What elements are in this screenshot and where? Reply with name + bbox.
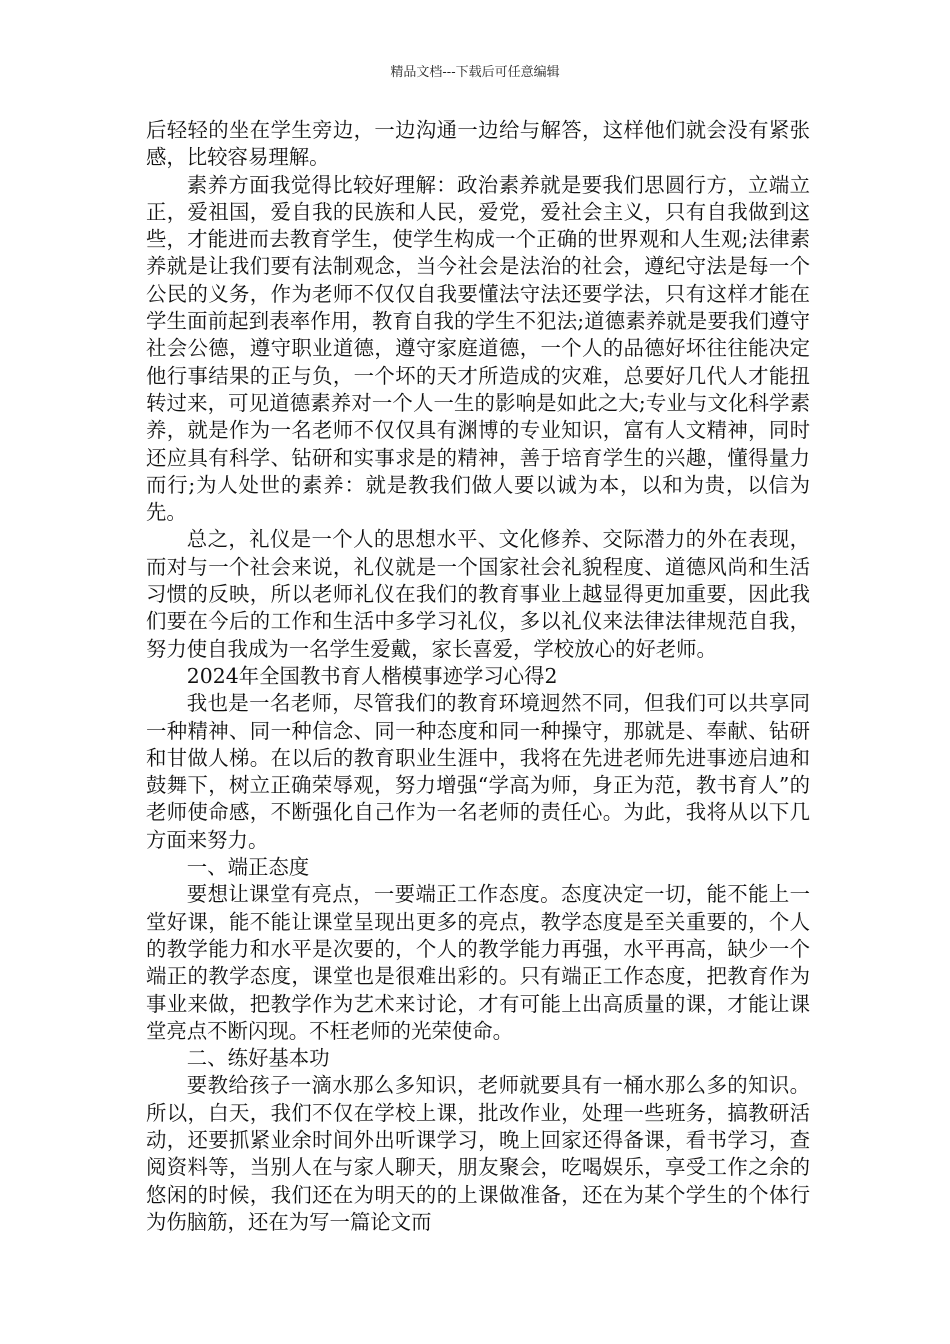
paragraph-1: 后轻轻的坐在学生旁边，一边沟通一边给与解答，这样他们就会没有紧张感，比较容易理解。 (146, 118, 810, 170)
subheading-2: 二、练好基本功 (186, 1046, 330, 1071)
page-header: 精品文档---下载后可任意编辑 (390, 65, 560, 80)
paragraph-4: 我也是一名老师，尽管我们的教育环境迥然不同，但我们可以共享同一种精神、同一种信念、同一种态度和同一种操守，那就是、奉献、钻研和甘做人梯。在以后的教育职业生涯中，我将在先进老师先进事迹启迪和鼓舞下，树立正确荣辱观，努力增强“学高为师，身正为范，教书育人”的老师使命感，不断强化自己作为一名老师的责任心。为此，我将从以下几方面来努力。 (146, 691, 810, 852)
paragraph-5: 要想让课堂有亮点，一要端正工作态度。态度决定一切，能不能上一堂好课，能不能让课堂呈现出更多的亮点，教学态度是至关重要的，个人的教学能力和水平是次要的，个人的教学能力再强，水平再高，缺少一个端正的教学态度，课堂也是很难出彩的。只有端正工作态度，把教育作为事业来做，把教学作为艺术来讨论，才有可能上出高质量的课，才能让课堂亮点不断闪现。不枉老师的光荣使命。 (146, 882, 810, 1043)
document-body (146, 117, 810, 1236)
section-title: 2024年全国教书育人楷模事迹学习心得2 (186, 663, 558, 688)
paragraph-6: 要教给孩子一滴水那么多知识，老师就要具有一桶水那么多的知识。所以，白天，我们不仅在学校上课，批改作业，处理一些班务，搞教研活动，还要抓紧业余时间外出听课学习，晚上回家还得备课，看书学习，查阅资料等，当别人在与家人聊天，朋友聚会，吃喝娱乐，享受工作之余的悠闲的时候，我们还在为明天的的上课做准备，还在为某个学生的个体行为伤脑筋，还在为写一篇论文而 (146, 1073, 810, 1234)
subheading-1: 一、端正态度 (186, 855, 310, 880)
paragraph-3: 总之，礼仪是一个人的思想水平、文化修养、交际潜力的外在表现，而对与一个社会来说，礼仪就是一个国家社会礼貌程度、道德风尚和生活习惯的反映，所以老师礼仪在我们的教育事业上越显得更加重要，因此我们要在今后的工作和生活中多学习礼仪，多以礼仪来法律法律规范自我，努力使自我成为一名学生爱戴，家长喜爱，学校放心的好老师。 (146, 527, 810, 661)
paragraph-2: 素养方面我觉得比较好理解：政治素养就是要我们思圆行方，立端立正，爱祖国，爱自我的民族和人民，爱党，爱社会主义，只有自我做到这些，才能进而去教育学生，使学生构成一个正确的世界观和人生观;法律素养就是让我们要有法制观念，当今社会是法治的社会，遵纪守法是每一个公民的义务，作为老师不仅仅自我要懂法守法还要学法，只有这样才能在学生面前起到表率作用，教育自我的学生不犯法;道德素养就是要我们遵守社会公德，遵守职业道德，遵守家庭道德，一个人的品德好坏往往能决定他行事结果的正与负，一个坏的天才所造成的灾难，总要好几代人才能扭转过来，可见道德素养对一个人一生的影响是如此之大;专业与文化科学素养，就是作为一名老师不仅仅具有渊博的专业知识，富有人文精神，同时还应具有科学、钻研和实事求是的精神，善于培育学生的兴趣，懂得量力而行;为人处世的素养：就是教我们做人要以诚为本，以和为贵，以信为先。 (146, 172, 810, 525)
